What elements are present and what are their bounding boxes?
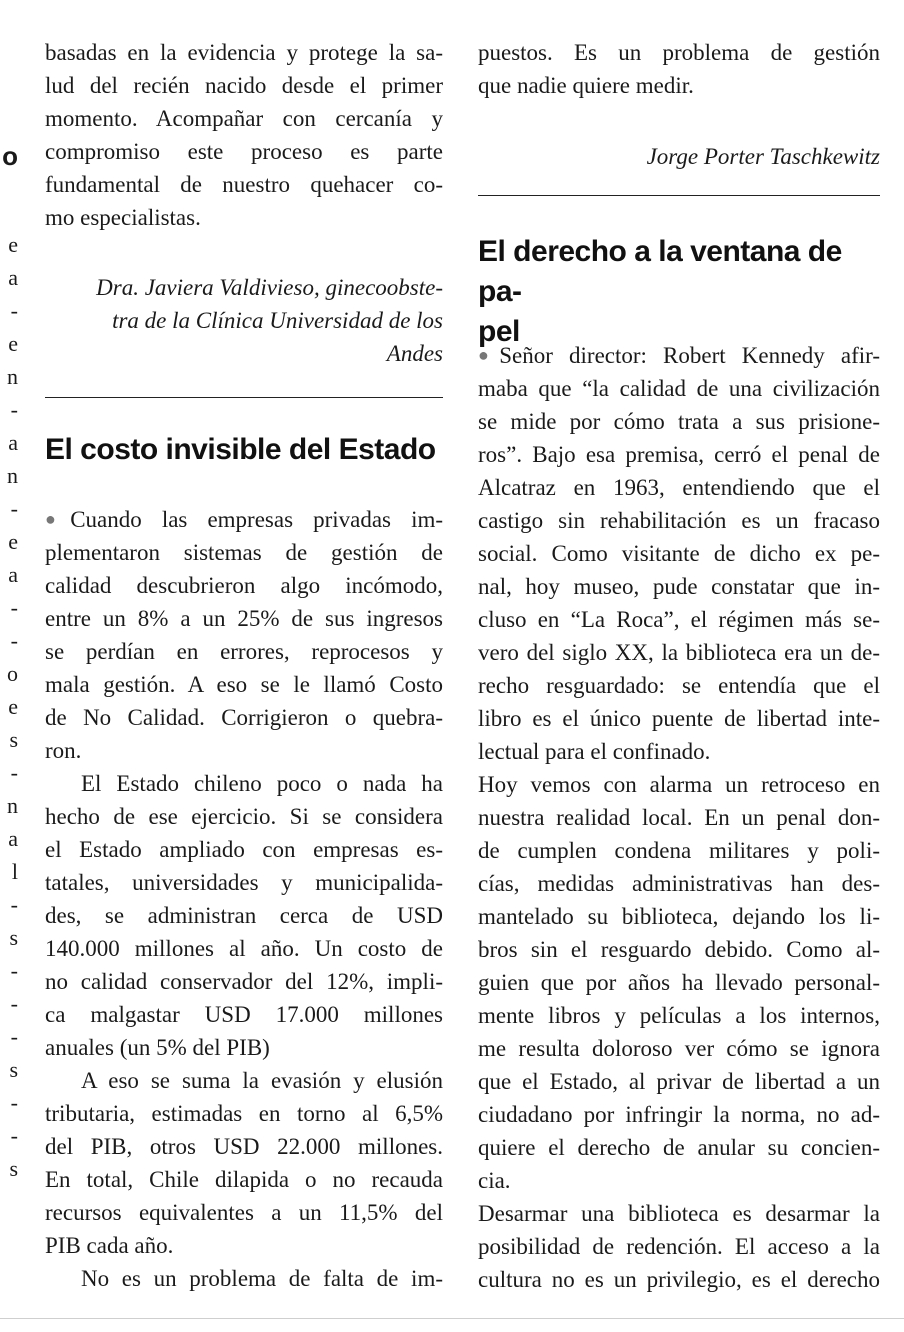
body-line: del PIB, otros USD 22.000 millones. xyxy=(45,1134,443,1159)
edge-fragment-list xyxy=(0,228,18,1185)
letter-1-ending xyxy=(45,36,443,234)
paragraph xyxy=(478,339,880,768)
body-line: mo especialistas. xyxy=(45,205,201,230)
body-line: mente libros y películas a los internos, xyxy=(478,1003,880,1028)
edge-fragment: - xyxy=(10,892,18,917)
bullet-icon: ● xyxy=(45,509,71,529)
paragraph xyxy=(45,503,443,767)
body-line: que nadie quiere medir. xyxy=(478,73,694,98)
body-line: El Estado chileno poco o nada ha xyxy=(81,771,443,796)
body-line: fundamental de nuestro quehacer co- xyxy=(45,172,443,197)
body-line: ron. xyxy=(45,738,82,763)
body-line: En total, Chile dilapida o no recauda xyxy=(45,1167,443,1192)
letter-2-signature: Jorge Porter Taschkewitz xyxy=(646,144,880,169)
edge-fragment: s xyxy=(9,1057,18,1082)
body-line: el Estado ampliado con empresas es- xyxy=(45,837,443,862)
body-line: des, se administran cerca de USD xyxy=(45,903,443,928)
body-line: cultura no es un privilegio, es el derecho xyxy=(478,1267,880,1292)
letter-2-body xyxy=(45,503,443,1295)
body-line: recursos equivalentes a un 11,5% del xyxy=(45,1200,443,1225)
body-line: Desarmar una biblioteca es desarmar la xyxy=(478,1201,880,1226)
signature-line: tra de la Clínica Universidad de los xyxy=(112,308,443,333)
body-line: posibilidad de redención. El acceso a la xyxy=(478,1234,880,1259)
body-line: bros sin el resguardo debido. Como al- xyxy=(478,937,880,962)
body-line: cluso en “La Roca”, el régimen más se- xyxy=(478,607,880,632)
body-line: que el Estado, al privar de libertad a un xyxy=(478,1069,880,1094)
edge-fragment: - xyxy=(10,1123,18,1148)
edge-fragment: n xyxy=(7,364,18,389)
body-line: mantelado su biblioteca, dejando los li- xyxy=(478,904,880,929)
body-line: libro es el único puente de libertad inte- xyxy=(478,706,880,731)
body-line: No es un problema de falta de im- xyxy=(81,1266,443,1291)
edge-fragment: a xyxy=(8,265,18,290)
edge-fragment: a xyxy=(8,826,18,851)
body-line: nal, hoy museo, pude constatar que in- xyxy=(478,574,880,599)
edge-fragment: - xyxy=(10,496,18,521)
title-line: pel xyxy=(478,315,520,348)
body-line: compromiso este proceso es parte xyxy=(45,139,443,164)
paragraph xyxy=(478,768,880,1197)
edge-fragment: - xyxy=(10,991,18,1016)
letter-1-signature xyxy=(45,271,443,370)
edge-fragment: a xyxy=(8,430,18,455)
edge-fragment: - xyxy=(10,595,18,620)
body-line: lud del recién nacido desde el primer xyxy=(45,73,443,98)
body-line: vero del siglo XX, la biblioteca era un de- xyxy=(478,640,880,665)
body-line: calidad descubrieron algo incómodo, xyxy=(45,573,443,598)
paragraph xyxy=(45,1262,443,1295)
edge-fragment: s xyxy=(9,925,18,950)
body-line: me resulta doloroso ver cómo se ignora xyxy=(478,1036,880,1061)
edge-fragment: - xyxy=(10,958,18,983)
page-bottom-rule xyxy=(0,1318,904,1319)
paragraph xyxy=(45,767,443,1064)
body-line xyxy=(45,503,443,536)
body-line: momento. Acompañar con cercanía y xyxy=(45,106,443,131)
body-line: puestos. Es un problema de gestión xyxy=(478,40,880,65)
letter-2-continuation xyxy=(478,36,880,102)
body-line: de No Calidad. Corrigieron o quebra- xyxy=(45,705,443,730)
edge-fragment: e xyxy=(8,232,18,257)
body-line: lectual para el confinado. xyxy=(478,739,711,764)
body-line: 140.000 millones al año. Un costo de xyxy=(45,936,443,961)
edge-fragment: - xyxy=(10,397,18,422)
body-line: de cumplen condena militares y poli- xyxy=(478,838,880,863)
edge-fragment: n xyxy=(7,793,18,818)
edge-fragment: e xyxy=(8,694,18,719)
section-divider xyxy=(45,397,443,398)
body-line: ca malgastar USD 17.000 millones xyxy=(45,1002,443,1027)
line-text: Cuando las empresas privadas im- xyxy=(70,507,443,532)
body-line: cia. xyxy=(478,1168,511,1193)
edge-fragment: s xyxy=(9,1156,18,1181)
body-line: entre un 8% a un 25% de sus ingresos xyxy=(45,606,443,631)
body-line: ros”. Bajo esa premisa, cerró el penal de xyxy=(478,442,880,467)
body-line: basadas en la evidencia y protege la sa- xyxy=(45,40,443,65)
body-line: Hoy vemos con alarma un retroceso en xyxy=(478,772,880,797)
edge-fragment: s xyxy=(9,727,18,752)
body-line: Alcatraz en 1963, entendiendo que el xyxy=(478,475,880,500)
bullet-icon: ● xyxy=(478,345,500,365)
title-line: El derecho a la ventana de pa- xyxy=(478,235,842,308)
body-line: cías, medidas administrativas han des- xyxy=(478,871,880,896)
body-line: ciudadano por infringir la norma, no ad- xyxy=(478,1102,880,1127)
body-line: tatales, universidades y municipalida- xyxy=(45,870,443,895)
edge-fragment: - xyxy=(10,1024,18,1049)
body-line: hecho de ese ejercicio. Si se considera xyxy=(45,804,443,829)
edge-glyph: o xyxy=(2,141,18,171)
body-line: guien que por años ha llevado personal- xyxy=(478,970,880,995)
edge-fragment: l xyxy=(11,859,18,884)
body-line: maba que “la calidad de una civilización xyxy=(478,376,880,401)
body-line: castigo sin rehabilitación es un fracaso xyxy=(478,508,880,533)
edge-fragment: - xyxy=(10,760,18,785)
body-line: se perdían en errores, reprocesos y xyxy=(45,639,443,664)
edge-fragment: e xyxy=(8,529,18,554)
body-line: PIB cada año. xyxy=(45,1233,174,1258)
signature-line: Andes xyxy=(386,341,443,366)
line-text: Señor director: Robert Kennedy afir- xyxy=(499,343,880,368)
article-title: El costo invisible del Estado xyxy=(45,433,436,466)
paragraph xyxy=(45,1064,443,1262)
signature-line: Dra. Javiera Valdivieso, ginecoobste- xyxy=(96,275,443,300)
body-line: anuales (un 5% del PIB) xyxy=(45,1035,270,1060)
edge-fragment: - xyxy=(10,1090,18,1115)
edge-fragment: - xyxy=(10,628,18,653)
body-line: nuestra realidad local. En un penal don- xyxy=(478,805,880,830)
body-line: social. Como visitante de dicho ex pe- xyxy=(478,541,880,566)
section-divider xyxy=(478,195,880,196)
body-line: recho resguardado: se entendía que el xyxy=(478,673,880,698)
body-line: A eso se suma la evasión y elusión xyxy=(81,1068,443,1093)
edge-fragment: e xyxy=(8,331,18,356)
edge-fragment: o xyxy=(7,661,18,686)
body-line: no calidad conservador del 12%, impli- xyxy=(45,969,443,994)
body-line: tributaria, estimadas en torno al 6,5% xyxy=(45,1101,443,1126)
body-line: plementaron sistemas de gestión de xyxy=(45,540,443,565)
body-line: mala gestión. A eso se le llamó Costo xyxy=(45,672,443,697)
edge-fragment: - xyxy=(10,298,18,323)
body-line xyxy=(478,339,880,372)
edge-fragment: a xyxy=(8,562,18,587)
paragraph xyxy=(478,1197,880,1296)
article-title xyxy=(478,232,880,352)
letter-3-body xyxy=(478,339,880,1296)
body-line: se mide por cómo trata a sus prisione- xyxy=(478,409,880,434)
body-line: quiere el derecho de anular su concien- xyxy=(478,1135,880,1160)
edge-fragment: n xyxy=(7,463,18,488)
